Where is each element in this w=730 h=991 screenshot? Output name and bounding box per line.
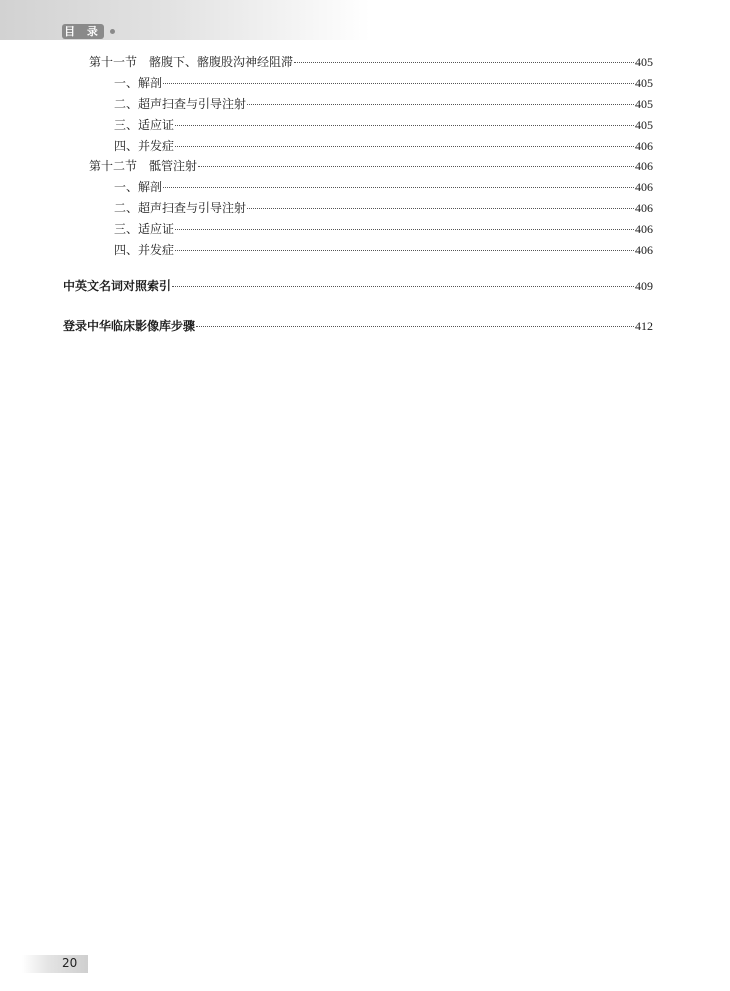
toc-entry-page: 412 (635, 319, 653, 333)
toc-entry-title: 二、超声扫查与引导注射 (114, 201, 247, 215)
toc-entry-page: 406 (635, 243, 653, 257)
toc-entry-title: 四、并发症 (114, 243, 175, 257)
toc-entry-title: 中英文名词对照索引 (63, 279, 172, 293)
toc-leader (163, 186, 634, 188)
toc-leader (247, 207, 634, 209)
page-number: 20 (62, 956, 78, 970)
toc-subentry[interactable] (114, 116, 653, 134)
toc-entry-page: 406 (635, 201, 653, 215)
toc-entry-title: 二、超声扫查与引导注射 (114, 97, 247, 111)
toc-entry-page: 405 (635, 97, 653, 111)
toc-leader (294, 61, 634, 63)
toc-leader (163, 82, 634, 84)
toc-subentry[interactable] (114, 137, 653, 155)
toc-entry-title: 登录中华临床影像库步骤 (63, 319, 196, 333)
toc-leader (175, 228, 634, 230)
toc-subentry[interactable] (114, 178, 653, 196)
toc-subentry[interactable] (114, 199, 653, 217)
toc-leader (175, 145, 634, 147)
toc-entry-page: 405 (635, 118, 653, 132)
toc-section-11[interactable] (89, 53, 653, 71)
toc-entry-page: 406 (635, 222, 653, 236)
toc-leader (172, 285, 634, 287)
toc-entry-page: 409 (635, 279, 653, 293)
toc-entry-title: 四、并发症 (114, 139, 175, 153)
toc-leader (175, 249, 634, 251)
toc-index[interactable] (63, 277, 653, 295)
toc-image-library-login[interactable] (63, 317, 653, 335)
toc-subentry[interactable] (114, 95, 653, 113)
toc-leader (198, 165, 634, 167)
section-label: 目 录 (62, 24, 104, 39)
toc-leader (247, 103, 634, 105)
toc-entry-title: 一、解剖 (114, 76, 163, 90)
toc-entry-title: 三、适应证 (114, 222, 175, 236)
toc-entry-title: 一、解剖 (114, 180, 163, 194)
header-band (0, 0, 370, 40)
toc-entry-page: 405 (635, 76, 653, 90)
toc-entry-title: 三、适应证 (114, 118, 175, 132)
toc-leader (196, 325, 634, 327)
toc-subentry[interactable] (114, 241, 653, 259)
toc-entry-page: 406 (635, 139, 653, 153)
toc-subentry[interactable] (114, 74, 653, 92)
toc-entry-page: 405 (635, 55, 653, 69)
header-dot-icon (110, 29, 115, 34)
toc-entry-page: 406 (635, 180, 653, 194)
page-number-tab (22, 955, 88, 973)
toc-entry-title: 第十二节 骶管注射 (89, 159, 198, 173)
toc-entry-page: 406 (635, 159, 653, 173)
toc-section-12[interactable] (89, 157, 653, 175)
toc-entry-title: 第十一节 髂腹下、髂腹股沟神经阻滞 (89, 55, 294, 69)
toc-subentry[interactable] (114, 220, 653, 238)
toc-leader (175, 124, 634, 126)
